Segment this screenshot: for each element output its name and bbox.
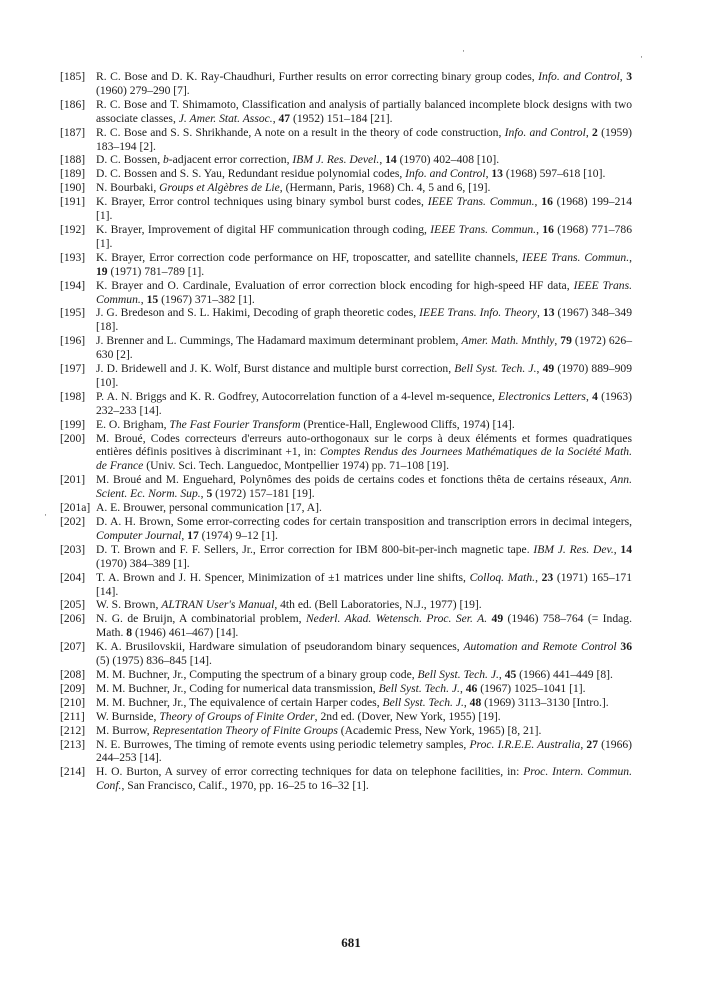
- reference-text: [96, 98, 632, 125]
- reference-text-segment: J. G. Bredeson and S. L. Hakimi, Decoding of graph theoretic codes,: [96, 306, 420, 320]
- reference-volume: 15: [146, 292, 159, 306]
- reference-text-segment: R. C. Bose and D. K. Ray-Chaudhuri, Further results on error correcting binary group codes,: [96, 70, 539, 83]
- reference-text-segment: N. Bourbaki,: [96, 181, 160, 195]
- reference-volume: 46: [465, 681, 478, 695]
- reference-text-segment: ,: [498, 667, 505, 681]
- reference-text: [96, 223, 632, 250]
- reference-text-segment: ,: [379, 153, 386, 167]
- reference-text-segment: -adjacent error correction,: [168, 153, 293, 167]
- reference-text-segment: M. Burrow,: [96, 723, 153, 737]
- reference-text-segment: K. Brayer, Error correction code performance on HF, troposcatter, and satellite channels,: [96, 250, 523, 264]
- reference-text: [96, 418, 515, 431]
- reference-title-italic: IEEE Trans. Commun.: [522, 250, 630, 264]
- reference-volume: 16: [542, 222, 554, 236]
- reference-title-italic: Proc. I.R.E.E. Australia: [469, 737, 581, 751]
- reference-text-segment: ,: [200, 487, 207, 501]
- reference-text-segment: ,: [613, 542, 621, 556]
- reference-text-segment: D. C. Bossen and S. S. Yau, Redundant residue polynomial codes,: [96, 167, 406, 181]
- reference-text-segment: (Academic Press, New York, 1965) [8, 21].: [337, 723, 542, 737]
- reference-title-italic: Automation and Remote Control: [463, 640, 617, 654]
- reference-title-italic: Nederl. Akad. Wetensch. Proc. Ser. A.: [305, 612, 488, 626]
- reference-title-italic: ALTRAN User's Manual: [161, 598, 275, 612]
- reference-entry: [60, 306, 632, 334]
- reference-text: [96, 501, 322, 514]
- reference-text: [96, 738, 632, 765]
- reference-volume: 79: [560, 334, 572, 348]
- reference-text-segment: ,: [459, 681, 466, 695]
- reference-text-segment: ,: [619, 70, 627, 83]
- reference-number: [193]: [60, 250, 86, 264]
- reference-entry: [60, 98, 632, 126]
- reference-number: [192]: [60, 222, 86, 236]
- reference-number: [208]: [60, 667, 86, 681]
- reference-volume: 8: [126, 626, 133, 640]
- reference-text-segment: (1967) 1025–1041 [1].: [477, 681, 586, 695]
- reference-number: [191]: [60, 195, 86, 209]
- reference-title-italic: Ann. Scient. Ec. Norm. Sup.: [96, 473, 632, 501]
- reference-volume: 14: [620, 542, 633, 556]
- reference-text: [96, 598, 482, 611]
- reference-entry: [60, 543, 632, 571]
- reference-volume: 49: [491, 612, 504, 626]
- reference-text: [96, 181, 490, 194]
- reference-volume: 13: [542, 306, 555, 320]
- reference-text: [96, 543, 632, 570]
- reference-title-italic: Electronics Letters: [498, 389, 586, 403]
- reference-text-segment: (1966) 441–449 [8].: [516, 667, 613, 681]
- reference-text-segment: (1970) 889–909 [10].: [96, 362, 632, 389]
- reference-text-segment: (1967) 371–382 [1].: [158, 292, 255, 306]
- reference-title-italic: IEEE Trans. Commun.: [427, 195, 535, 209]
- reference-text-segment: , 4th ed. (Bell Laboratories, N.J., 1977) [19].: [274, 598, 482, 612]
- reference-text-segment: (1946) 461–467) [14].: [132, 626, 239, 640]
- reference-text: [96, 279, 632, 306]
- reference-title-italic: Bell Syst. Tech. J.: [382, 695, 464, 709]
- reference-text-segment: M. M. Buchner, Jr., The equivalence of certain Harper codes,: [96, 695, 383, 709]
- reference-number: [204]: [60, 570, 86, 584]
- reference-text: [96, 432, 632, 473]
- reference-number: [190]: [60, 181, 86, 195]
- reference-text-segment: K. Brayer, Improvement of digital HF communication through coding,: [96, 222, 431, 236]
- reference-title-italic: Colloq. Math.: [469, 570, 536, 584]
- reference-text-segment: (1972) 626–630 [2].: [96, 334, 633, 362]
- reference-text: [96, 153, 499, 166]
- reference-number: [210]: [60, 695, 86, 709]
- reference-text-segment: J. Brenner and L. Cummings, The Hadamard maximum determinant problem,: [96, 334, 462, 348]
- reference-text-segment: (1972) 157–181 [19].: [212, 487, 315, 501]
- reference-text-segment: W. Burnside,: [96, 709, 160, 723]
- reference-text-segment: W. S. Brown,: [96, 598, 162, 612]
- reference-number: [211]: [60, 709, 85, 723]
- reference-text-segment: M. Broué, Codes correcteurs d'erreurs auto-orthogonaux sur le corps à deux éléments et formes quadratiques entières définis positives à discriminant +1, in:: [96, 431, 632, 459]
- reference-text: [96, 70, 632, 97]
- reference-text: [96, 571, 632, 598]
- reference-volume: 5: [206, 487, 213, 501]
- reference-number: [206]: [60, 612, 86, 626]
- reference-text-segment: ,: [536, 362, 543, 376]
- reference-volume: 14: [385, 153, 397, 167]
- reference-volume: 27: [586, 737, 598, 751]
- reference-text-segment: T. A. Brown and J. H. Spencer, Minimization of ±1 matrices under line shifts,: [96, 570, 470, 584]
- reference-text-segment: (1968) 199–214 [1].: [96, 195, 632, 223]
- reference-title-italic: The Fast Fourier Transform: [169, 417, 301, 431]
- reference-number: [205]: [60, 598, 86, 612]
- reference-number: [212]: [60, 723, 86, 737]
- reference-text-segment: ,: [629, 250, 632, 264]
- reference-number: [185]: [60, 70, 86, 83]
- reference-volume: 2: [592, 125, 598, 139]
- reference-title-italic: Info. and Control: [504, 125, 586, 139]
- reference-text-segment: ,: [554, 334, 561, 348]
- reference-text-segment: ,: [485, 167, 492, 181]
- reference-entry: [60, 710, 632, 724]
- reference-number: [195]: [60, 306, 86, 320]
- reference-text-segment: ,: [272, 111, 279, 125]
- reference-text-segment: ,: [585, 389, 593, 403]
- reference-text: [96, 126, 632, 153]
- reference-entry: [60, 251, 632, 279]
- reference-title-italic: IEEE Trans. Commun.: [96, 278, 632, 306]
- reference-text-segment: ,: [463, 695, 470, 709]
- reference-entry: [60, 70, 632, 98]
- reference-text: [96, 334, 632, 361]
- reference-entry: [60, 362, 632, 390]
- reference-title-italic: IEEE Trans. Commun.: [430, 222, 537, 236]
- reference-text: [96, 195, 632, 222]
- reference-title-italic: Amer. Math. Mnthly: [461, 334, 555, 348]
- print-speck: ·: [44, 510, 47, 520]
- reference-volume: 49: [542, 362, 555, 376]
- reference-number: [207]: [60, 640, 86, 654]
- reference-text-segment: M. Broué and M. Enguehard, Polynômes des poids de certains codes et fonctions thêta de certains réseaux,: [96, 473, 611, 487]
- reference-volume: 47: [278, 111, 291, 125]
- reference-number: [209]: [60, 681, 86, 695]
- reference-entry: [60, 153, 632, 167]
- reference-text-segment: (1971) 165–171 [14].: [96, 570, 633, 598]
- reference-text-segment: ,: [536, 222, 543, 236]
- reference-entry: [60, 501, 632, 515]
- reference-text-segment: N. E. Burrowes, The timing of remote events using periodic telemetry samples,: [96, 737, 470, 751]
- reference-text: [96, 306, 632, 333]
- reference-entry: [60, 724, 632, 738]
- reference-number: [214]: [60, 765, 86, 779]
- reference-title-italic: Theory of Groups of Finite Order: [159, 709, 315, 723]
- reference-text-segment: E. O. Brigham,: [96, 417, 170, 431]
- reference-text-segment: (1960) 279–290 [7].: [96, 83, 190, 97]
- reference-number: [199]: [60, 417, 86, 431]
- reference-text-segment: H. O. Burton, A survey of error correcting techniques for data on telephone facilities, in:: [96, 765, 524, 779]
- reference-text-segment: N. G. de Bruijn, A combinatorial problem,: [96, 612, 306, 626]
- print-speck: ·: [462, 46, 465, 56]
- reference-entry: [60, 640, 632, 668]
- reference-number: [196]: [60, 334, 86, 348]
- reference-text-segment: D. T. Brown and F. F. Sellers, Jr., Error correction for IBM 800-bit-per-inch magnetic tape.: [96, 542, 534, 556]
- reference-entry: [60, 418, 632, 432]
- reference-text-segment: (1969) 3113–3130 [Intro.].: [481, 695, 609, 709]
- reference-entry: [60, 473, 632, 501]
- reference-volume: 36: [620, 640, 632, 654]
- reference-title-italic: IBM J. Res. Dev.: [533, 542, 614, 556]
- reference-entry: [60, 682, 632, 696]
- reference-title-italic: Bell Syst. Tech. J.: [417, 667, 499, 681]
- reference-title-italic: Info. and Control: [405, 167, 486, 181]
- reference-entry: [60, 612, 632, 640]
- reference-entry: [60, 668, 632, 682]
- reference-text: [96, 724, 541, 737]
- reference-number: [188]: [60, 153, 86, 167]
- reference-text-segment: M. M. Buchner, Jr., Computing the spectrum of a binary group code,: [96, 667, 418, 681]
- reference-text-segment: ,: [181, 528, 188, 542]
- reference-text-segment: (1959) 183–194 [2].: [96, 125, 632, 153]
- reference-entry: [60, 738, 632, 766]
- reference-text-segment: K. Brayer, Error control techniques using binary symbol burst codes,: [96, 195, 428, 209]
- reference-volume: 23: [541, 570, 554, 584]
- reference-volume: 4: [592, 389, 598, 403]
- reference-text: [96, 668, 613, 681]
- reference-title-italic: IEEE Trans. Info. Theory: [419, 306, 538, 320]
- reference-number: [186]: [60, 97, 86, 111]
- reference-text-segment: (5) (1975) 836–845 [14].: [96, 654, 212, 668]
- reference-entry: [60, 571, 632, 599]
- reference-text-segment: R. C. Bose and S. S. Shrikhande, A note on a result in the theory of code construction,: [96, 125, 505, 139]
- reference-entry: [60, 598, 632, 612]
- reference-title-italic: b: [163, 153, 169, 167]
- reference-entry: [60, 181, 632, 195]
- reference-text: [96, 640, 632, 667]
- reference-title-italic: Bell Syst. Tech. J.: [454, 362, 537, 376]
- reference-text: [96, 515, 632, 542]
- reference-text-segment: , 2nd ed. (Dover, New York, 1955) [19].: [314, 709, 501, 723]
- reference-text: [96, 390, 632, 417]
- reference-text-segment: P. A. N. Briggs and K. R. Godfrey, Autocorrelation function of a 4-level m-sequence,: [96, 389, 499, 403]
- reference-entry: [60, 167, 632, 181]
- reference-number: [201]: [60, 473, 86, 487]
- reference-title-italic: Comptes Rendus des Journees Mathématiques de la Société Math. de France: [96, 445, 632, 473]
- reference-text: [96, 612, 632, 639]
- reference-volume: 13: [491, 167, 503, 181]
- reference-number: [201a]: [60, 501, 91, 515]
- reference-text-segment: (1967) 348–349 [18].: [96, 306, 632, 334]
- reference-entry: [60, 279, 632, 307]
- reference-title-italic: Info. and Control: [538, 70, 620, 83]
- reference-text: [96, 682, 586, 695]
- reference-number: [194]: [60, 278, 86, 292]
- reference-title-italic: Representation Theory of Finite Groups: [152, 723, 338, 737]
- reference-volume: 45: [504, 667, 517, 681]
- reference-text-segment: (1946) 758–764 (= Indag. Math.: [96, 612, 632, 640]
- reference-list: [60, 70, 632, 793]
- reference-volume: 17: [187, 528, 199, 542]
- reference-entry: [60, 195, 632, 223]
- reference-text-segment: (1971) 781–789 [1].: [107, 264, 205, 278]
- reference-number: [189]: [60, 167, 86, 181]
- reference-text-segment: (1974) 9–12 [1].: [198, 528, 278, 542]
- reference-text: [96, 473, 632, 500]
- reference-text: [96, 362, 632, 389]
- reference-text: [96, 167, 605, 180]
- print-speck: ·: [640, 52, 643, 62]
- reference-entry: [60, 696, 632, 710]
- reference-text-segment: ,: [537, 306, 543, 320]
- reference-text-segment: M. M. Buchner, Jr., Coding for numerical data transmission,: [96, 681, 379, 695]
- reference-text-segment: ,: [534, 195, 542, 209]
- reference-number: [202]: [60, 515, 86, 528]
- reference-text-segment: ,: [580, 737, 587, 751]
- reference-text-segment: (1968) 771–786 [1].: [96, 222, 632, 250]
- reference-entry: [60, 515, 632, 543]
- reference-number: [187]: [60, 125, 86, 139]
- reference-text-segment: ,: [585, 125, 593, 139]
- reference-text-segment: (Univ. Sci. Tech. Languedoc, Montpellier 1974) pp. 71–108 [19].: [143, 459, 450, 473]
- reference-text-segment: D. C. Bossen,: [96, 153, 163, 167]
- reference-entry: [60, 765, 632, 793]
- reference-number: [197]: [60, 362, 86, 376]
- reference-number: [203]: [60, 542, 86, 556]
- reference-text-segment: ,: [140, 292, 147, 306]
- reference-entry: [60, 390, 632, 418]
- reference-volume: 48: [469, 695, 482, 709]
- reference-volume: 19: [96, 264, 108, 278]
- reference-text: [96, 696, 609, 709]
- reference-text-segment: A. E. Brouwer, personal communication [17, A].: [96, 501, 322, 515]
- reference-title-italic: Bell Syst. Tech. J.: [378, 681, 460, 695]
- page-number: 681: [341, 935, 361, 950]
- reference-text-segment: (1970) 402–408 [10].: [396, 153, 500, 167]
- reference-title-italic: J. Amer. Stat. Assoc.: [178, 111, 273, 125]
- reference-text: [96, 251, 632, 278]
- reference-text-segment: R. C. Bose and T. Shimamoto, Classification and analysis of partially balanced incomplete block designs with two associate classes,: [96, 97, 632, 125]
- reference-text-segment: ,: [535, 570, 542, 584]
- reference-text-segment: K. A. Brusilovskii, Hardware simulation of pseudorandom binary sequences,: [96, 640, 464, 654]
- reference-text: [96, 765, 632, 792]
- reference-volume: 3: [626, 70, 632, 83]
- reference-text-segment: (Prentice-Hall, Englewood Cliffs, 1974) [14].: [300, 417, 515, 431]
- reference-entry: [60, 334, 632, 362]
- reference-text-segment: , San Francisco, Calif., 1970, pp. 16–25 to 16–32 [1].: [121, 779, 369, 793]
- reference-volume: 16: [541, 195, 553, 209]
- reference-text-segment: (1952) 151–184 [21].: [290, 111, 393, 125]
- reference-text-segment: , (Hermann, Paris, 1968) Ch. 4, 5 and 6, [19].: [279, 181, 491, 195]
- reference-text-segment: (1970) 384–389 [1].: [96, 556, 190, 570]
- reference-title-italic: Computer Journal: [96, 528, 182, 542]
- reference-number: [198]: [60, 389, 86, 403]
- reference-title-italic: Groups et Algèbres de Lie: [159, 181, 280, 195]
- reference-number: [213]: [60, 737, 86, 751]
- reference-text-segment: K. Brayer and O. Cardinale, Evaluation of error correction block encoding for high-speed HF data,: [96, 278, 574, 292]
- reference-entry: [60, 223, 632, 251]
- reference-title-italic: Proc. Intern. Commun. Conf.: [96, 765, 632, 793]
- reference-text-segment: (1968) 597–618 [10].: [502, 167, 606, 181]
- reference-title-italic: IBM J. Res. Devel.: [292, 153, 380, 167]
- reference-entry: [60, 432, 632, 474]
- reference-entry: [60, 126, 632, 154]
- reference-number: [200]: [60, 431, 86, 445]
- reference-text-segment: J. D. Bridewell and J. K. Wolf, Burst distance and multiple burst correction,: [96, 362, 455, 376]
- reference-text-segment: D. A. H. Brown, Some error-correcting codes for certain transposition and transcription errors in decimal integers,: [96, 515, 632, 528]
- reference-text: [96, 710, 501, 723]
- reference-text-segment: (1963) 232–233 [14].: [96, 389, 632, 417]
- reference-text-segment: (1966) 244–253 [14].: [96, 737, 633, 765]
